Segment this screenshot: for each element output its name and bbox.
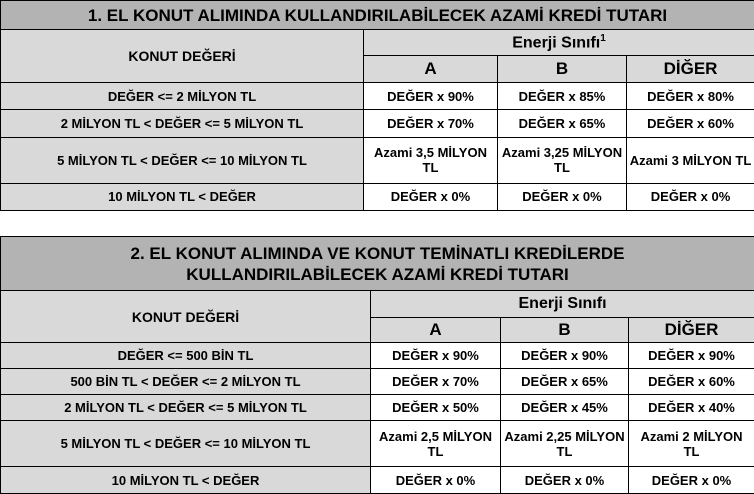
cell-other: DEĞER x 80% <box>627 83 754 110</box>
footnote-marker: 1 <box>600 33 606 45</box>
cell-b: Azami 2,25 MİLYON TL <box>501 421 629 467</box>
table-row <box>1 369 754 395</box>
table-row <box>1 83 754 110</box>
konut-degeri-header: KONUT DEĞERİ <box>1 30 364 83</box>
table-title <box>1 237 754 291</box>
table-row <box>1 137 754 183</box>
cell-other: Azami 3 MİLYON TL <box>627 137 754 183</box>
cell-other: DEĞER x 60% <box>629 369 754 395</box>
energy-class-header <box>364 30 754 56</box>
row-label: DEĞER <= 2 MİLYON TL <box>1 83 364 110</box>
table-row <box>1 110 754 137</box>
table-first-home-loan <box>0 0 754 211</box>
table-title-line-1: 2. EL KONUT ALIMINDA VE KONUT TEMİNATLI KREDİLERDE <box>130 243 625 263</box>
cell-b: DEĞER x 0% <box>498 183 627 210</box>
cell-b: DEĞER x 45% <box>501 395 629 421</box>
row-label: 10 MİLYON TL < DEĞER <box>1 183 364 210</box>
cell-other: DEĞER x 0% <box>627 183 754 210</box>
cell-other: DEĞER x 60% <box>627 110 754 137</box>
cell-a: DEĞER x 90% <box>371 343 501 369</box>
row-label: 10 MİLYON TL < DEĞER <box>1 467 371 494</box>
row-label: 500 BİN TL < DEĞER <= 2 MİLYON TL <box>1 369 371 395</box>
table-title-line-2: KULLANDIRILABİLECEK AZAMİ KREDİ TUTARI <box>186 264 569 284</box>
cell-b: DEĞER x 90% <box>501 343 629 369</box>
table-row <box>1 183 754 210</box>
cell-b: Azami 3,25 MİLYON TL <box>498 137 627 183</box>
class-b-header: B <box>498 56 627 83</box>
table-second-home-loan <box>0 236 754 494</box>
cell-b: DEĞER x 65% <box>498 110 627 137</box>
cell-a: Azami 2,5 MİLYON TL <box>371 421 501 467</box>
cell-other: Azami 2 MİLYON TL <box>629 421 754 467</box>
cell-a: Azami 3,5 MİLYON TL <box>364 137 498 183</box>
row-label: 2 MİLYON TL < DEĞER <= 5 MİLYON TL <box>1 110 364 137</box>
energy-class-header: Enerji Sınıfı <box>371 291 754 318</box>
cell-a: DEĞER x 70% <box>364 110 498 137</box>
row-label: 5 MİLYON TL < DEĞER <= 10 MİLYON TL <box>1 421 371 467</box>
cell-a: DEĞER x 50% <box>371 395 501 421</box>
class-other-header: DİĞER <box>629 318 754 343</box>
table-row <box>1 421 754 467</box>
cell-a: DEĞER x 0% <box>371 467 501 494</box>
class-b-header: B <box>501 318 629 343</box>
cell-a: DEĞER x 70% <box>371 369 501 395</box>
table-row <box>1 467 754 494</box>
cell-b: DEĞER x 0% <box>501 467 629 494</box>
class-a-header: A <box>364 56 498 83</box>
row-label: 2 MİLYON TL < DEĞER <= 5 MİLYON TL <box>1 395 371 421</box>
table-row <box>1 395 754 421</box>
row-label: DEĞER <= 500 BİN TL <box>1 343 371 369</box>
class-other-header: DİĞER <box>627 56 754 83</box>
cell-b: DEĞER x 65% <box>501 369 629 395</box>
table-row <box>1 343 754 369</box>
cell-a: DEĞER x 90% <box>364 83 498 110</box>
row-label: 5 MİLYON TL < DEĞER <= 10 MİLYON TL <box>1 137 364 183</box>
table-title: 1. EL KONUT ALIMINDA KULLANDIRILABİLECEK AZAMİ KREDİ TUTARI <box>1 1 754 30</box>
cell-other: DEĞER x 40% <box>629 395 754 421</box>
konut-degeri-header: KONUT DEĞERİ <box>1 291 371 343</box>
energy-class-label: Enerji Sınıfı <box>512 34 601 52</box>
class-a-header: A <box>371 318 501 343</box>
cell-b: DEĞER x 85% <box>498 83 627 110</box>
cell-other: DEĞER x 0% <box>629 467 754 494</box>
cell-a: DEĞER x 0% <box>364 183 498 210</box>
cell-other: DEĞER x 90% <box>629 343 754 369</box>
